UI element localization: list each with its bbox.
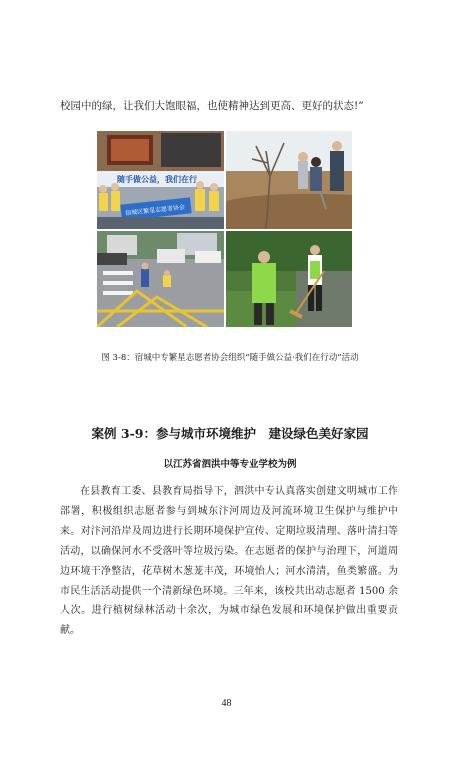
case-subtitle: 以江苏省泗洪中等专业学校为例 [163,459,297,470]
previous-paragraph-ending: 校园中的绿，让我们大饱眼福，也使精神达到更高、更好的状态!” [60,100,364,112]
photo-street-cleaning [97,231,224,327]
sign-text: 宿城区繁星志愿者协会 [124,203,186,218]
photo-sweeping-volunteers [226,231,352,327]
body-paragraph: 在县教育工委、县教育局指导下，泗洪中专认真落实创建文明城市工作部署，积极组织志愿者参与到城东汴河周边及河流环境卫生保护与维护中来。对汴河沿岸及周边进行长期环境保护宣传、定期垃圾清理、落叶清扫等活动，以确保河水不受落叶等垃圾污染。在志愿者的保护与治理下，河道周边环境干净整洁，花草树木葱茏丰茂，环境怡人；河水清清，鱼类繁盛。为市民生活活动提供一个清新绿色环境。三年来，该校共出动志愿者 1500 余人次。进行植树绿林活动十余次，为城市绿色发展和环境保护做出重要贡献。 [60,486,398,637]
figure-caption: 图 3-8：宿城中专繁星志愿者协会组织“随手做公益·我们在行动”活动 [101,353,359,363]
photo-students-banner [97,131,224,229]
body-text [60,482,398,641]
case-title: 案例 3-9：参与城市环境维护 建设绿色美好家园 [91,426,369,441]
page-number: 48 [221,698,232,709]
banner-text: 随手做公益，我们在行 [117,175,197,184]
photo-tree-planting [226,131,352,229]
photo-collage [97,131,352,327]
